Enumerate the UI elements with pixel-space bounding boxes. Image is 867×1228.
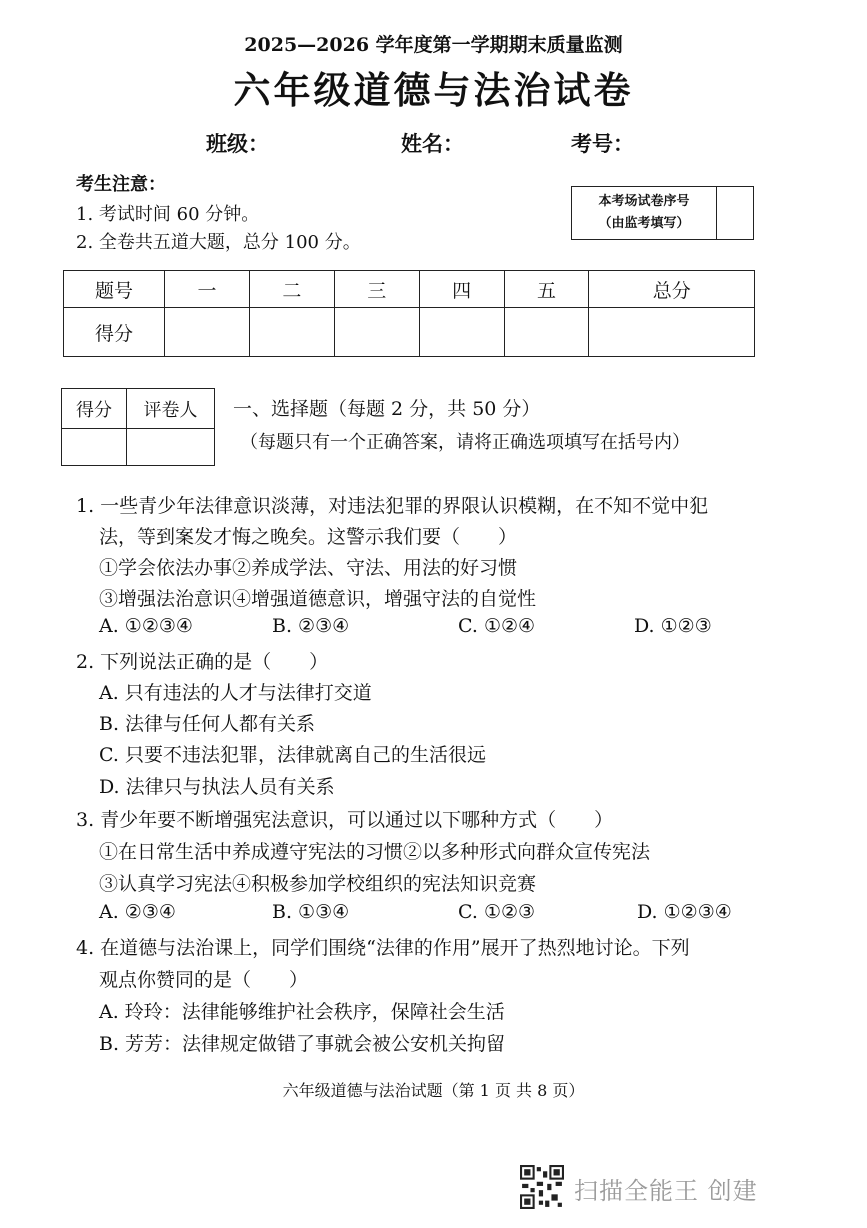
- notice-item: 1. 考试时间 60 分钟。: [76, 204, 260, 225]
- question-statement: ①在日常生活中养成遵守宪法的习惯②以多种形式向群众宣传宪法: [99, 841, 651, 863]
- section-note: （每题只有一个正确答案，请将正确选项填写在括号内）: [240, 432, 690, 453]
- exam-number-label: 考号：: [571, 131, 634, 156]
- question-text: 2. 下列说法正确的是（ ）: [76, 651, 329, 673]
- option-b: B. 法律与任何人都有关系: [99, 713, 316, 735]
- score-table-header-row: [64, 271, 755, 308]
- grader-label: 评卷人: [127, 389, 215, 429]
- grader-table: [61, 388, 215, 466]
- score-table: [63, 270, 755, 357]
- grader-table-blank-row: [62, 429, 215, 466]
- question-text: 3. 青少年要不断增强宪法意识，可以通过以下哪种方式（ ）: [76, 809, 614, 831]
- score-cell: [334, 308, 419, 357]
- option-b: B. ②③④: [272, 615, 350, 637]
- option-c: C. 只要不违法犯罪，法律就离自己的生活很远: [99, 744, 486, 766]
- exam-title: 六年级道德与法治试卷: [233, 68, 634, 112]
- question-text: 1. 一些青少年法律意识淡薄，对违法犯罪的界限认识模糊，在不知不觉中犯: [76, 495, 709, 517]
- score-table-header: 总分: [589, 271, 755, 308]
- score-cell: [504, 308, 589, 357]
- section-title: 一、选择题（每题 2 分，共 50 分）: [233, 398, 541, 420]
- page-footer: 六年级道德与法治试题（第 1 页 共 8 页）: [282, 1081, 585, 1100]
- option-c: C. ①②④: [458, 615, 536, 637]
- score-cell: [249, 308, 334, 357]
- option-c: C. ①②③: [458, 901, 536, 923]
- question-text: 法，等到案发才悔之晚矣。这警示我们要（ ）: [99, 526, 518, 548]
- scanner-watermark: 扫描全能王 创建: [574, 1177, 758, 1205]
- exam-subtitle: 2025—2026 学年度第一学期期末质量监测: [244, 34, 623, 56]
- score-table-header: 五: [504, 271, 589, 308]
- notice-title: 考生注意：: [76, 174, 166, 195]
- serial-number-label: [572, 187, 717, 239]
- score-row-label: 得分: [64, 308, 165, 357]
- score-cell: [165, 308, 250, 357]
- score-table-header: 三: [334, 271, 419, 308]
- qr-code-icon: [520, 1165, 564, 1209]
- question-text: 4. 在道德与法治课上，同学们围绕“法律的作用”展开了热烈地讨论。下列: [76, 937, 690, 959]
- grader-score-cell: [62, 429, 127, 466]
- serial-label-line: （由监考填写）: [598, 216, 690, 231]
- option-d: D. ①②③: [634, 615, 712, 637]
- option-a: A. 只有违法的人才与法律打交道: [99, 682, 372, 704]
- grader-score-label: 得分: [62, 389, 127, 429]
- option-a: A. ①②③④: [99, 615, 193, 637]
- score-cell: [589, 308, 755, 357]
- score-table-header: 一: [165, 271, 250, 308]
- option-b: B. 芳芳：法律规定做错了事就会被公安机关拘留: [99, 1033, 506, 1055]
- class-label: 班级：: [206, 131, 269, 156]
- option-b: B. ①③④: [272, 901, 350, 923]
- option-a: A. 玲玲：法律能够维护社会秩序，保障社会生活: [99, 1001, 505, 1023]
- score-table-header: 题号: [64, 271, 165, 308]
- question-statement: ①学会依法办事②养成学法、守法、用法的好习惯: [99, 557, 518, 579]
- option-d: D. ①②③④: [637, 901, 732, 923]
- serial-number-box: [571, 186, 754, 240]
- score-table-header: 二: [249, 271, 334, 308]
- score-cell: [419, 308, 504, 357]
- question-statement: ③增强法治意识④增强道德意识，增强守法的自觉性: [99, 588, 537, 610]
- grader-table-header-row: [62, 389, 215, 429]
- notice-item: 2. 全卷共五道大题，总分 100 分。: [76, 232, 361, 253]
- option-a: A. ②③④: [99, 901, 176, 923]
- score-table-score-row: [64, 308, 755, 357]
- question-text: 观点你赞同的是（ ）: [99, 969, 309, 991]
- question-statement: ③认真学习宪法④积极参加学校组织的宪法知识竞赛: [99, 873, 537, 895]
- option-d: D. 法律只与执法人员有关系: [99, 776, 335, 798]
- grader-name-cell: [127, 429, 215, 466]
- serial-label-line: 本考场试卷序号: [598, 194, 690, 209]
- name-label: 姓名：: [401, 131, 464, 156]
- score-table-header: 四: [419, 271, 504, 308]
